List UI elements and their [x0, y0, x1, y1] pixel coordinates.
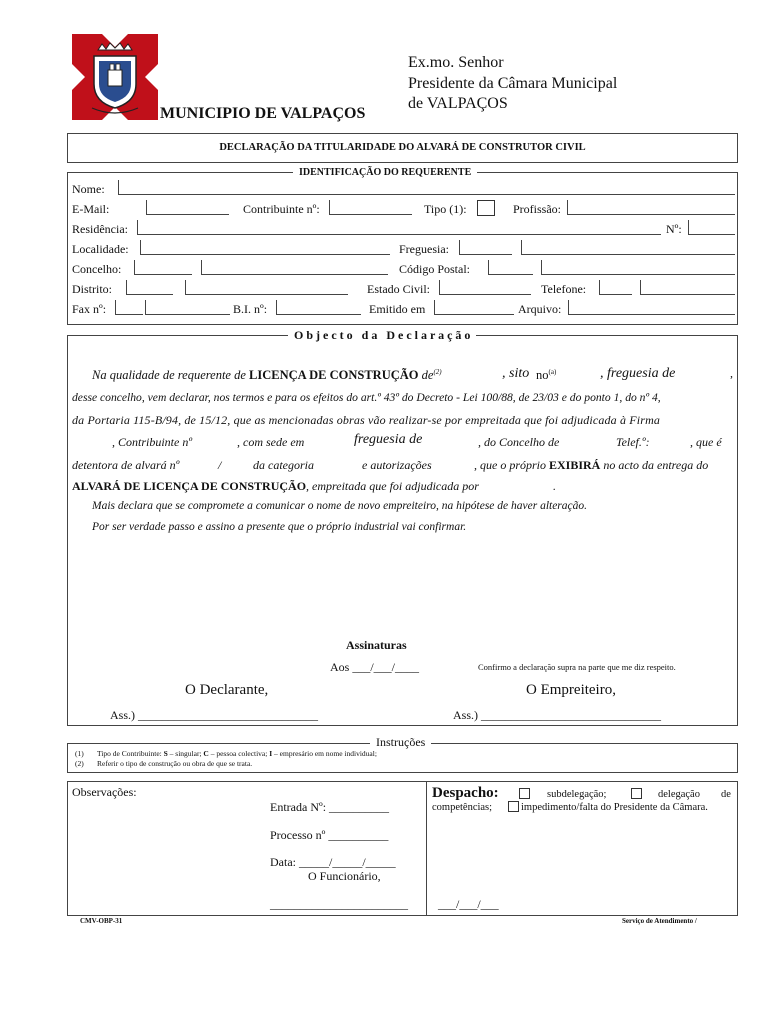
decl-l1e	[536, 368, 556, 383]
decl-l1g: ,	[730, 366, 733, 380]
observacoes-divider	[426, 781, 427, 916]
residencia-field[interactable]	[137, 220, 661, 235]
decl-l5f: EXIBIRÁ	[549, 458, 601, 472]
addressee-line-2: Presidente da Câmara Municipal	[408, 75, 618, 92]
decl-l1d: , sito	[502, 366, 530, 381]
decl-l5g: no acto da entrega do	[600, 458, 709, 472]
concelho-field-2[interactable]	[201, 260, 388, 275]
estado-civil-label: Estado Civil:	[367, 282, 430, 296]
decl-l5e: , que o próprio	[474, 458, 549, 472]
decl-l6b: , empreitada que foi adjudicada por	[306, 479, 479, 493]
footer-code: CMV-OBP-31	[80, 917, 123, 925]
declarante-label: O Declarante,	[185, 682, 269, 698]
codigo-postal-field-1[interactable]	[488, 260, 533, 275]
decl-l1a: Na qualidade de requerente de	[92, 368, 250, 383]
instr1-t3: – empresário em nome individual;	[272, 749, 377, 758]
impedimento-label: impedimento/falta do Presidente da Câmara.	[521, 802, 708, 813]
emitido-field[interactable]	[434, 300, 514, 315]
contribuinte-field[interactable]	[329, 200, 412, 215]
identificacao-title: IDENTIFICAÇÃO DO REQUERENTE	[293, 167, 477, 178]
decl-l5d: e autorizações	[362, 458, 432, 472]
decl-l4c: freguesia de	[354, 432, 423, 447]
telefone-field-1[interactable]	[599, 280, 632, 295]
codigo-postal-label: Código Postal:	[399, 262, 471, 276]
distrito-field-1[interactable]	[126, 280, 173, 295]
decl-l1f: , freguesia de	[600, 366, 676, 381]
instrucao-2: Referir o tipo de construção ou obra de que se trata.	[97, 759, 253, 768]
competencias-label: competências;	[432, 802, 493, 813]
instrucao-2-num: (2)	[75, 759, 84, 768]
instr1-i: I	[269, 749, 273, 758]
fax-label: Fax nº:	[72, 302, 107, 316]
instrucoes-title: Instruções	[370, 735, 431, 750]
tipo-field[interactable]	[477, 200, 495, 216]
impedimento-checkbox[interactable]	[508, 801, 519, 812]
telefone-label: Telefone:	[541, 282, 587, 296]
decl-l1sup2: (a)	[548, 368, 557, 376]
profissao-label: Profissão:	[513, 202, 561, 216]
decl-l1c: de	[418, 368, 434, 383]
despacho-date[interactable]: ___/___/___	[438, 897, 499, 911]
decl-l4a: , Contribuinte nº	[112, 435, 193, 449]
funcionario-signature[interactable]: _______________________	[270, 897, 408, 911]
decl-line-1	[92, 368, 442, 383]
arquivo-field[interactable]	[568, 300, 735, 315]
addressee-line-1: Ex.mo. Senhor	[408, 54, 504, 71]
decl-l4d: , do Concelho de	[478, 435, 560, 449]
delegacao-label: delegação	[658, 789, 700, 800]
observacoes-title: Observações:	[72, 785, 137, 799]
decl-line-6	[72, 479, 479, 494]
nome-field[interactable]	[118, 180, 735, 195]
decl-l4b: , com sede em	[237, 435, 305, 449]
declarante-signature[interactable]: Ass.) ______________________________	[110, 708, 319, 722]
municipal-logo	[72, 34, 158, 120]
addressee-line-3: de VALPAÇOS	[408, 95, 508, 112]
numero-label: Nº:	[666, 222, 682, 236]
decl-l6c: .	[553, 479, 556, 493]
decl-line-3: da Portaria 115-B/94, de 15/12, que as mencionadas obras vão realizar-se por empreitada que foi adjudicada à Firma	[72, 413, 661, 427]
freguesia-field-1[interactable]	[459, 240, 512, 255]
codigo-postal-field-2[interactable]	[541, 260, 735, 275]
concelho-label: Concelho:	[72, 262, 122, 276]
delegacao-checkbox[interactable]	[631, 788, 642, 799]
instr1-s: S	[163, 749, 168, 758]
decl-l5-rest	[474, 458, 708, 473]
municipality-name: MUNICIPIO DE VALPAÇOS	[160, 105, 366, 122]
decl-l4f: , que é	[690, 435, 722, 449]
estado-civil-field[interactable]	[439, 280, 531, 295]
objecto-title: O b j e c t o d a D e c l a r a ç ã o	[288, 328, 476, 343]
contribuinte-label: Contribuinte nº:	[243, 202, 320, 216]
decl-l4e: Telef.º:	[616, 435, 650, 449]
residencia-label: Residência:	[72, 222, 128, 236]
distrito-label: Distrito:	[72, 282, 113, 296]
funcionario-label: O Funcionário,	[308, 869, 381, 883]
decl-l1sup: (2)	[433, 368, 442, 376]
bi-field[interactable]	[276, 300, 361, 315]
fax-field-1[interactable]	[115, 300, 143, 315]
profissao-field[interactable]	[567, 200, 735, 215]
instr1-t1: – singular;	[167, 749, 204, 758]
tipo-label: Tipo (1):	[424, 202, 467, 216]
distrito-field-2[interactable]	[185, 280, 348, 295]
bi-label: B.I. nº:	[233, 302, 268, 316]
emitido-label: Emitido em	[369, 302, 426, 316]
telefone-field-2[interactable]	[640, 280, 735, 295]
decl-line-2: desse concelho, vem declarar, nos termos e para os efeitos do art.º 43º do Decreto - Lei 100/88, de 23/03 e do ponto 1, do nº 4,	[72, 391, 661, 404]
decl-l1b: LICENÇA DE CONSTRUÇÃO	[249, 368, 419, 383]
email-field[interactable]	[146, 200, 229, 215]
footer-service: Serviço de Atendimento /	[622, 917, 697, 925]
concelho-field-1[interactable]	[134, 260, 192, 275]
numero-field[interactable]	[688, 220, 735, 235]
processo-field[interactable]: Processo nº __________	[270, 828, 389, 842]
empreiteiro-signature[interactable]: Ass.) ______________________________	[453, 708, 662, 722]
assinaturas-title: Assinaturas	[346, 638, 407, 652]
instr1-t2: – pessoa colectiva;	[208, 749, 270, 758]
instr1-c: C	[203, 749, 209, 758]
freguesia-label: Freguesia:	[399, 242, 449, 256]
arquivo-label: Arquivo:	[518, 302, 562, 316]
email-label: E-Mail:	[72, 202, 110, 216]
form-title: DECLARAÇÃO DA TITULARIDADE DO ALVARÁ DE CONSTRUTOR CIVIL	[219, 142, 586, 153]
aos-date[interactable]: Aos ___/___/____	[330, 660, 420, 674]
despacho-title: Despacho:	[432, 785, 499, 801]
instrucao-1	[97, 749, 377, 758]
decl-line-8: Por ser verdade passo e assino a presente que o próprio industrial vai confirmar.	[92, 521, 467, 533]
localidade-label: Localidade:	[72, 242, 129, 256]
empreiteiro-label: O Empreiteiro,	[526, 682, 616, 698]
decl-l1e-text: no	[536, 368, 549, 383]
decl-l6a: ALVARÁ DE LICENÇA DE CONSTRUÇÃO	[72, 479, 307, 493]
freguesia-field-2[interactable]	[521, 240, 735, 255]
confirmo-text: Confirmo a declaração supra na parte que me diz respeito.	[478, 662, 676, 672]
subdelegacao-checkbox[interactable]	[519, 788, 530, 799]
fax-field-2[interactable]	[145, 300, 230, 315]
decl-line-7: Mais declara que se compromete a comunicar o nome de novo empreiteiro, na hipótese de haver alteração.	[92, 500, 588, 512]
instr1-pre: Tipo de Contribuinte:	[97, 749, 164, 758]
data-field[interactable]: Data: _____/_____/_____	[270, 855, 396, 869]
delegacao-de-label: de	[721, 789, 731, 800]
subdelegacao-label: subdelegação;	[547, 789, 607, 800]
decl-l5b: /	[218, 458, 222, 472]
decl-l5c: da categoria	[253, 458, 314, 472]
entrada-field[interactable]: Entrada Nº: __________	[270, 800, 390, 814]
nome-label: Nome:	[72, 182, 105, 196]
instrucao-1-num: (1)	[75, 749, 84, 758]
localidade-field[interactable]	[140, 240, 390, 255]
decl-l5a: detentora de alvará nº	[72, 458, 180, 472]
